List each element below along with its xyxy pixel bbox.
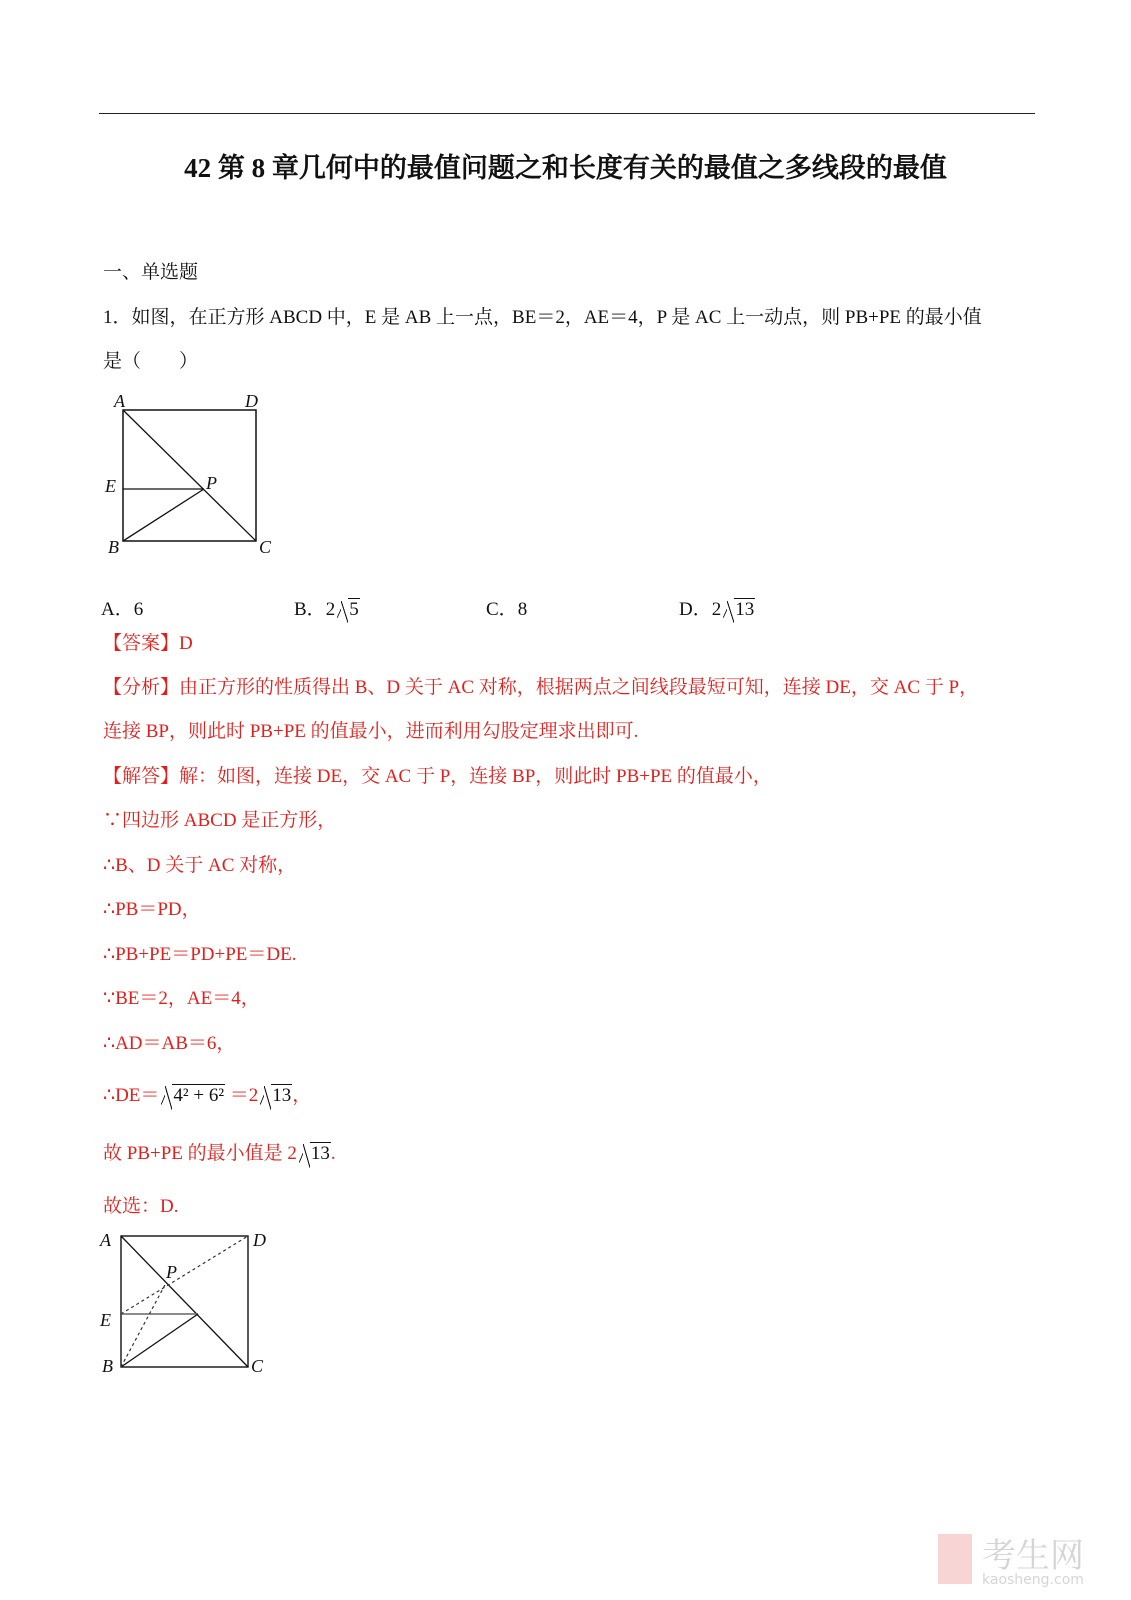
sqrt-icon: 13: [260, 1084, 292, 1108]
final-choice: 故选：D.: [103, 1196, 179, 1217]
label-b: B: [102, 1356, 113, 1376]
question-figure: [100, 388, 290, 563]
solution-line: ∵四边形 ABCD 是正方形，: [103, 810, 337, 831]
label-a: A: [114, 391, 125, 411]
logo-icon: [938, 1534, 972, 1584]
question-text-cont: 是（ ）: [103, 351, 199, 372]
option-d[interactable]: D．2 13: [679, 599, 755, 620]
option-a[interactable]: A．6: [101, 599, 144, 620]
label-b: B: [108, 537, 119, 557]
de-equation: ∴DE＝ 4² + 6² ＝2 13，: [103, 1085, 312, 1106]
label-a: A: [100, 1230, 111, 1250]
min-value: 故 PB+PE 的最小值是 2 13.: [103, 1143, 336, 1164]
sqrt-icon: 13: [723, 599, 755, 621]
label-c: C: [251, 1356, 264, 1376]
watermark: 考生网 kaosheng.com: [930, 1528, 1130, 1598]
label-p: P: [166, 1262, 177, 1282]
solution-figure: [98, 1226, 288, 1381]
document-title: 42 第 8 章几何中的最值问题之和长度有关的最值之多线段的最值: [184, 153, 947, 183]
header-rule: [99, 113, 1035, 114]
label-e: E: [105, 476, 116, 496]
sqrt-icon: 4² + 6²: [161, 1084, 225, 1108]
solution-line: ∴PB+PE＝PD+PE＝DE.: [103, 944, 297, 965]
analysis-text: 【分析】由正方形的性质得出 B、D 关于 AC 对称，根据两点之间线段最短可知，连接 DE，交 AC 于 P，: [103, 677, 979, 698]
option-c[interactable]: C．8: [486, 599, 528, 620]
solution-line: ∵BE＝2，AE＝4，: [103, 988, 260, 1009]
sqrt-icon: 5: [337, 599, 360, 621]
section-heading: 一、单选题: [103, 262, 199, 283]
solution-line: ∴B、D 关于 AC 对称，: [103, 855, 297, 876]
label-e: E: [100, 1310, 111, 1330]
label-d: D: [245, 391, 258, 411]
sqrt-icon: 13: [299, 1142, 331, 1166]
label-d: D: [253, 1230, 266, 1250]
answer: 【答案】D: [103, 633, 193, 654]
analysis-text-cont: 连接 BP，则此时 PB+PE 的值最小，进而利用勾股定理求出即可.: [103, 721, 639, 742]
solution-line: 【解答】解：如图，连接 DE，交 AC 于 P，连接 BP，则此时 PB+PE 的值最小，: [103, 766, 772, 787]
option-b[interactable]: B．2 5: [294, 599, 359, 620]
solution-line: ∴AD＝AB＝6，: [103, 1033, 236, 1054]
label-p: P: [206, 473, 217, 493]
label-c: C: [259, 537, 272, 557]
question-text: 1．如图，在正方形 ABCD 中，E 是 AB 上一点，BE＝2，AE＝4，P 是 AC 上一动点，则 PB+PE 的最小值: [103, 307, 982, 328]
solution-line: ∴PB＝PD，: [103, 899, 201, 920]
